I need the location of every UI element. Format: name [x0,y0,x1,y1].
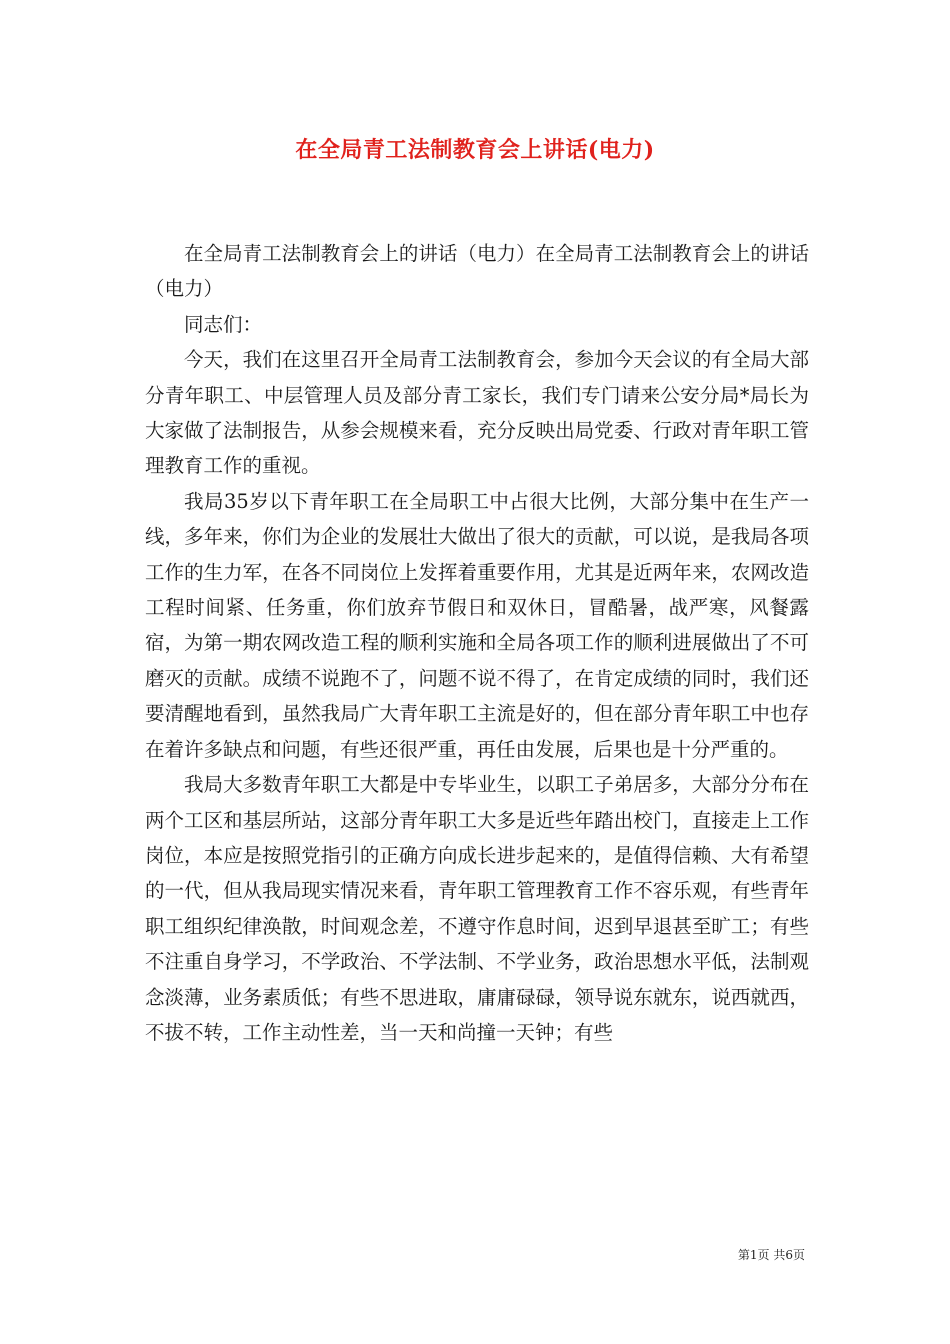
footer-page: 1 [749,1248,758,1262]
footer-total: 6 [785,1248,793,1262]
document-body [145,236,809,1050]
document-title: 在全局青工法制教育会上讲话(电力) [295,137,655,163]
footer-suffix: 页 [792,1248,805,1262]
footer-middle: 页 共 [757,1248,786,1262]
paragraph-problems: 我局大多数青年职工大都是中专毕业生，以职工子弟居多，大部分分布在两个工区和基层所站，这部分青年职工大多是近些年踏出校门，直接走上工作岗位，本应是按照党指引的正确方向成长进步起来的，是值得信赖、大有希望的一代，但从我局现实情况来看，青年职工管理教育工作不容乐观，有些青年职工组织纪律涣散，时间观念差，不遵守作息时间，迟到早退甚至旷工；有些不注重自身学习，不学政治、不学法制、不学业务，政治思想水平低，法制观念淡薄，业务素质低；有些不思进取，庸庸碌碌，领导说东就东，说西就西，不拔不转，工作主动性差，当一天和尚撞一天钟；有些 [145,773,809,1044]
page-number-footer [738,1246,805,1263]
paragraph-achievements: 我局35岁以下青年职工在全局职工中占很大比例，大部分集中在生产一线，多年来，你们为企业的发展壮大做出了很大的贡献，可以说，是我局各项工作的生力军，在各不同岗位上发挥着重要作用，尤其是近两年来，农网改造工程时间紧、任务重，你们放弃节假日和双休日，冒酷暑，战严寒，风餐露宿，为第一期农网改造工程的顺利实施和全局各项工作的顺利进展做出了不可磨灭的贡献。成绩不说跑不了，问题不说不得了，在肯定成绩的同时，我们还要清醒地看到，虽然我局广大青年职工主流是好的，但在部分青年职工中也存在着许多缺点和问题，有些还很严重，再任由发展，后果也是十分严重的。 [145,489,809,761]
paragraph-heading: 在全局青工法制教育会上的讲话（电力）在全局青工法制教育会上的讲话（电力） [145,242,809,301]
paragraph-intro: 今天，我们在这里召开全局青工法制教育会，参加今天会议的有全局大部分青年职工、中层管理人员及部分青工家长，我们专门请来公安分局*局长为大家做了法制报告，从参会规模来看，充分反映出局党委、行政对青年职工管理教育工作的重视。 [145,348,809,478]
footer-prefix: 第 [737,1248,750,1262]
paragraph-salutation: 同志们： [184,312,263,336]
